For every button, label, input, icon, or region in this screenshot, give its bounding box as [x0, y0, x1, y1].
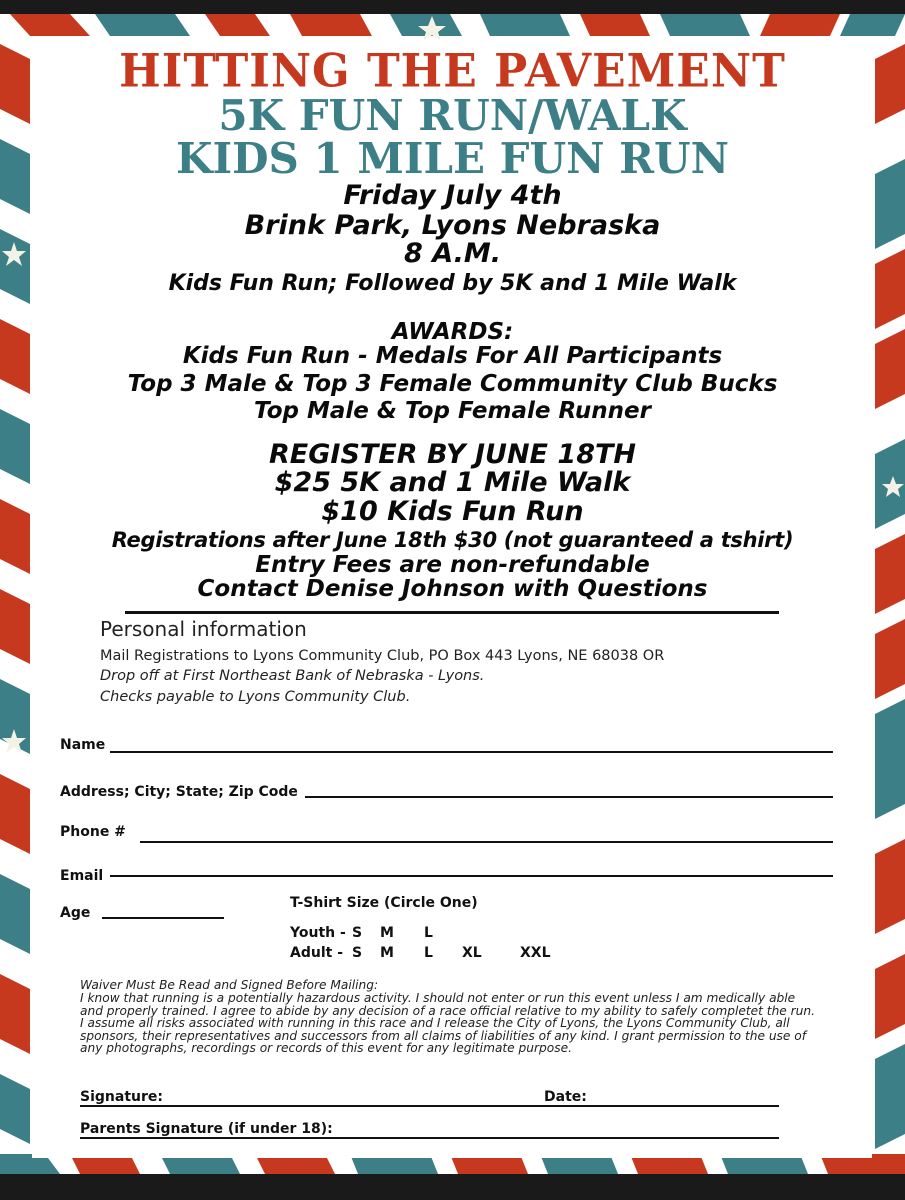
awards-line: Top Male & Top Female Runner [254, 398, 651, 424]
register-deadline: REGISTER BY JUNE 18TH [269, 439, 636, 470]
waiver-heading: Waiver Must Be Read and Signed Before Mailing: [80, 978, 379, 992]
section-divider [125, 611, 779, 614]
title-line-1: HITTING THE PAVEMENT [119, 44, 786, 99]
event-location: Brink Park, Lyons Nebraska [244, 210, 661, 241]
personal-heading: Personal information [100, 617, 307, 641]
phone-field[interactable] [140, 841, 833, 843]
title-line-2: 5K FUN RUN/WALK [218, 91, 687, 140]
awards-heading: AWARDS: [391, 319, 514, 345]
mail-line-3: Checks payable to Lyons Community Club. [100, 689, 411, 705]
awards-line: Top 3 Male & Top 3 Female Community Club Bucks [127, 371, 778, 397]
parent-signature-label: Parents Signature (if under 18): [80, 1121, 333, 1137]
age-field[interactable] [102, 917, 224, 919]
tshirt-heading: T-Shirt Size (Circle One) [290, 895, 478, 911]
size-option[interactable]: XXL [520, 945, 551, 961]
size-option[interactable]: S [352, 945, 363, 961]
size-option[interactable]: M [380, 945, 394, 961]
name-field[interactable] [110, 751, 833, 753]
size-option[interactable]: L [424, 925, 433, 941]
mail-line-1: Mail Registrations to Lyons Community Club, PO Box 443 Lyons, NE 68038 OR [100, 648, 665, 664]
size-option[interactable]: M [380, 925, 394, 941]
date-label: Date: [544, 1089, 587, 1105]
refund-policy: Entry Fees are non-refundable [255, 552, 650, 578]
youth-label: Youth - [290, 925, 346, 941]
signature-line[interactable] [80, 1105, 779, 1107]
size-option[interactable]: S [352, 925, 363, 941]
contact-line: Contact Denise Johnson with Questions [197, 576, 708, 602]
email-label: Email [60, 868, 104, 884]
event-date: Friday July 4th [343, 180, 562, 211]
title-line-3: KIDS 1 MILE FUN RUN [175, 134, 730, 183]
adult-label: Adult - [290, 945, 343, 961]
address-label: Address; City; State; Zip Code [60, 784, 298, 800]
size-option[interactable]: XL [462, 945, 482, 961]
email-field[interactable] [110, 875, 833, 877]
event-schedule: Kids Fun Run; Followed by 5K and 1 Mile Walk [168, 271, 737, 296]
mail-line-2: Drop off at First Northeast Bank of Nebraska - Lyons. [100, 668, 485, 684]
size-option[interactable]: L [424, 945, 433, 961]
waiver-text: I know that running is a potentially hazardous activity. I should not enter or run this event unless I am medically able and properly trained. I agree to abide by any decision of a race official relative to my ability to safely completet the run. I assume all risks associated with running in this race and I release the City of Lyons, the Lyons Community Club, all sponsors, their representatives and successors from all claims of liabilities of any kind. I grant permission to the use of any photographs, recordings or records of this event for any legitimate purpose. [80, 991, 816, 1055]
price-5k: $25 5K and 1 Mile Walk [274, 467, 631, 498]
name-label: Name [60, 737, 106, 753]
signature-label: Signature: [80, 1089, 163, 1105]
phone-label: Phone # [60, 824, 126, 840]
awards-line: Kids Fun Run - Medals For All Participants [182, 343, 723, 369]
address-field[interactable] [305, 796, 833, 798]
late-registration: Registrations after June 18th $30 (not guaranteed a tshirt) [111, 528, 794, 552]
price-kids: $10 Kids Fun Run [321, 496, 584, 527]
age-label: Age [60, 905, 91, 921]
event-time: 8 A.M. [404, 238, 501, 269]
parent-signature-line[interactable] [80, 1137, 779, 1139]
